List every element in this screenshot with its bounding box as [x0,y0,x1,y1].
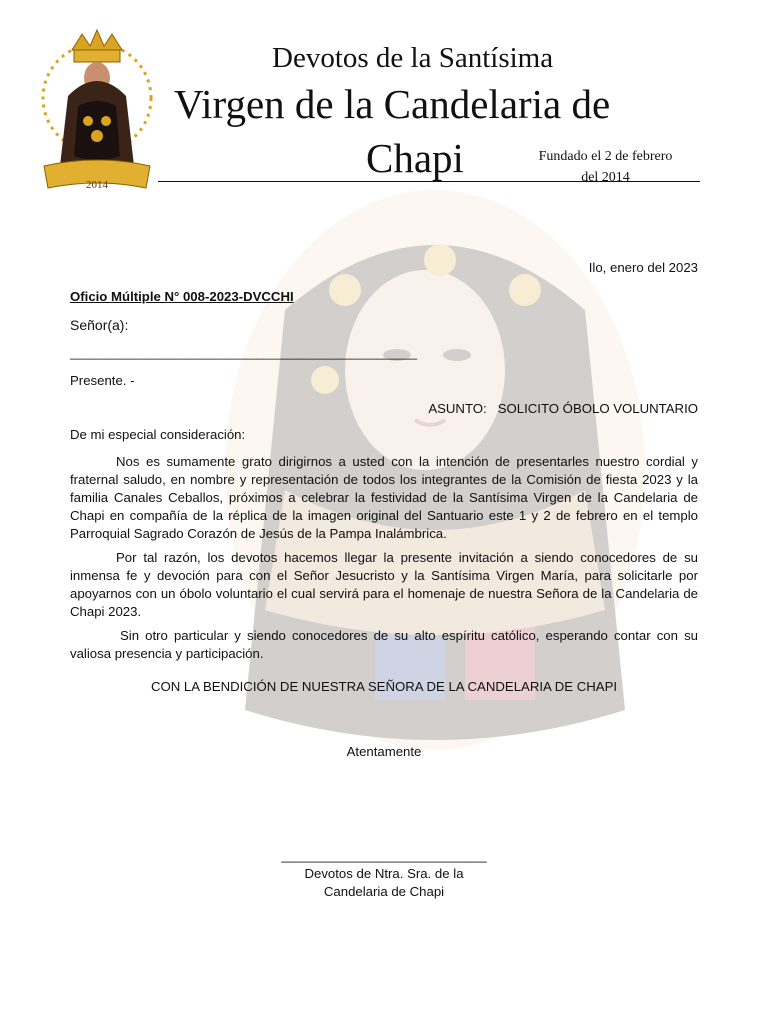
founded-line1: Fundado el 2 de febrero [538,149,673,164]
subject-label: ASUNTO: [428,401,487,416]
salutation: Señor(a): [70,317,129,333]
founded-line2: del 2014 [581,170,630,185]
paragraph-2: Por tal razón, los devotos hacemos llegar la presente invitación a siendo conocedores de su inmensa fe y devoción para con el Señor Jesucristo y la Santísima Virgen María, para solicitarle por apoyarnos con un óbolo voluntario el cual servirá para el homenaje de nuestra Señora de la Candelaria de Chapi 2023. [70,550,698,619]
paragraph-3: Sin otro particular y siendo conocedores de su alto espíritu católico, esperando contar con su valiosa presencia y participación. [70,628,698,661]
org-name-line1: Devotos de la Santísima [272,42,554,74]
logo-year: 2014 [86,179,108,191]
recipient-line: ____________________________________________________ [70,346,418,360]
subject [428,400,698,418]
place-date: Ilo, enero del 2023 [588,260,698,275]
org-name-line2: Virgen de la Candelaria de [174,81,611,127]
signature-name-line2: Candelaria de Chapi [323,884,445,899]
subject-text: SOLICITO ÓBOLO VOLUNTARIO [497,401,698,416]
reference-number: Oficio Múltiple N° 008-2023-DVCCHI [70,289,294,304]
founded-note [528,146,683,188]
presente-label: Presente. - [70,373,135,388]
org-name-line3: Chapi [366,135,464,181]
virgin-logo-image [38,26,156,196]
paragraph-1: Nos es sumamente grato dirigirnos a usted con la intención de presentarles nuestro cordial y fraternal saludo, en nombre y representación de todos los integrantes de la Comisión de fiesta 2023 y la familia Canales Ceballos, próximos a celebrar la festividad de la Santísima Virgen de la Candelaria de Chapi en compañía de la réplica de la imagen original del Santuario este 1 y 2 de febrero en el templo Parroquial Sagrado Corazón de Jesús de la Pampa Inalámbrica. [70,454,698,541]
greeting: De mi especial consideración: [70,427,246,442]
signature-line: ____________________________ [281,848,487,863]
blessing-line: CON LA BENDICIÓN DE NUESTRA SEÑORA DE LA CANDELARIA DE CHAPI [150,679,618,694]
signature-name-line1: Devotos de Ntra. Sra. de la [304,866,464,881]
letter-body [70,453,698,663]
closing: Atentamente [346,744,422,759]
virgin-logo [38,26,156,196]
